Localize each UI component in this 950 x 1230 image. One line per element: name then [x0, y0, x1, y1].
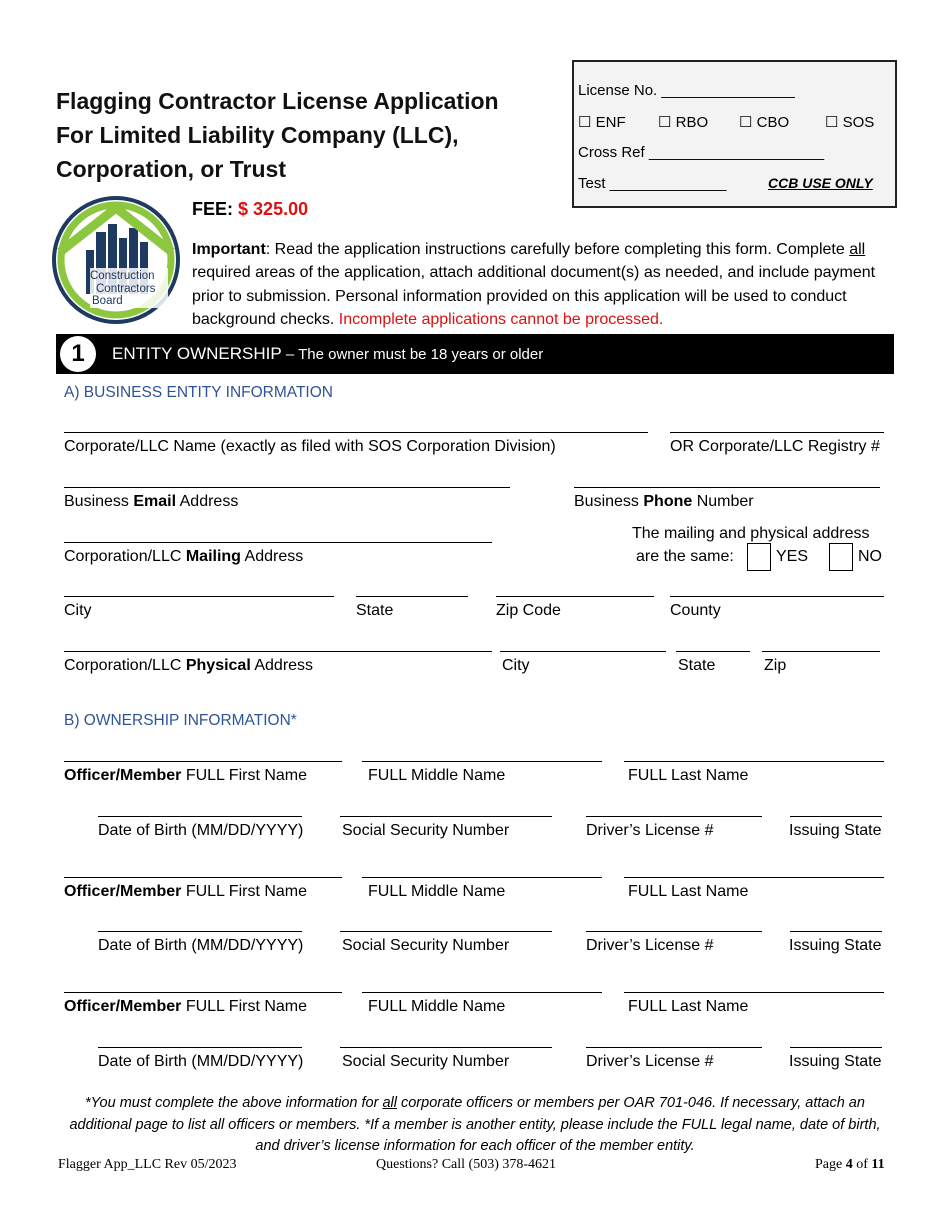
important-all: all	[849, 241, 866, 258]
footer-page-number	[815, 1157, 885, 1173]
officer-1-last-name-label: FULL Last Name	[628, 767, 749, 784]
officer-2-first-name-input[interactable]	[64, 877, 342, 878]
email-label-bold: Email	[133, 493, 177, 510]
officer-3-last-name-label: FULL Last Name	[628, 998, 749, 1015]
officer-2-dob-input[interactable]	[98, 931, 302, 932]
cross-ref-field[interactable]: Cross Ref _____________________	[578, 144, 825, 161]
section-header	[56, 334, 894, 374]
phone-label-pre: Business	[574, 493, 644, 510]
logo-text	[90, 270, 155, 308]
first-name-text: FULL First Name	[181, 767, 308, 784]
test-field[interactable]: Test ______________	[578, 175, 727, 192]
officer-3-issuing-state-input[interactable]	[790, 1047, 882, 1048]
officer-1-middle-name-label: FULL Middle Name	[368, 767, 506, 784]
state-label: State	[356, 602, 394, 619]
footnote-text-1: *You must complete the above information for	[85, 1095, 383, 1111]
section-subtitle: – The owner must be 18 years or older	[281, 346, 544, 363]
page-total: 11	[871, 1157, 885, 1172]
officer-1-issuing-state-label: Issuing State	[789, 822, 882, 839]
officer-bold: Officer/Member	[64, 883, 182, 900]
option-enf[interactable]: ☐ ENF	[578, 114, 626, 131]
corporate-name-input[interactable]	[64, 432, 648, 433]
officer-bold: Officer/Member	[64, 998, 182, 1015]
business-email-input[interactable]	[64, 487, 510, 488]
officer-1-ssn-label: Social Security Number	[342, 822, 510, 839]
officer-2-issuing-state-label: Issuing State	[789, 937, 882, 954]
email-label-post: Address	[176, 493, 239, 510]
option-cbo[interactable]: ☐ CBO	[739, 114, 790, 131]
form-title	[56, 84, 499, 186]
physical-city-label: City	[502, 657, 530, 674]
ccb-logo	[50, 194, 182, 324]
officer-1-middle-name-input[interactable]	[362, 761, 602, 762]
first-name-text: FULL First Name	[181, 883, 308, 900]
registry-number-label: OR Corporate/LLC Registry #	[670, 438, 880, 455]
important-text-1: : Read the application instructions carefully before completing this form. Complete	[265, 241, 850, 258]
zip-code-input[interactable]	[496, 596, 654, 597]
officer-3-last-name-input[interactable]	[624, 992, 884, 993]
fee-amount: $ 325.00	[238, 199, 309, 219]
logo-text-line-3: Board	[92, 295, 123, 307]
footnote-text-2: corporate officers or members per OAR 701-046. If necessary, attach an additional page to list all officers or members. *If a member is another entity, please include the FULL legal name, date of birth, and driver’s license information for each officer of the member entity.	[69, 1095, 881, 1154]
phone-label-post: Number	[692, 493, 754, 510]
officer-2-issuing-state-input[interactable]	[790, 931, 882, 932]
same-address-question: The mailing and physical address	[632, 525, 870, 542]
fee	[192, 199, 308, 220]
officer-2-dl-label: Driver’s License #	[586, 937, 714, 954]
county-label: County	[670, 602, 721, 619]
corporate-name-label: Corporate/LLC Name (exactly as filed with SOS Corporation Division)	[64, 438, 556, 455]
officer-2-last-name-input[interactable]	[624, 877, 884, 878]
physical-state-input[interactable]	[676, 651, 750, 652]
page-of: of	[852, 1157, 872, 1172]
officer-3-dl-input[interactable]	[586, 1047, 762, 1048]
section-number: 1	[60, 336, 96, 372]
officer-3-dob-label: Date of Birth (MM/DD/YYYY)	[98, 1053, 304, 1070]
first-name-text: FULL First Name	[181, 998, 308, 1015]
mailing-address-input[interactable]	[64, 542, 492, 543]
same-address-question-2: are the same:	[636, 548, 734, 565]
officer-1-issuing-state-input[interactable]	[790, 816, 882, 817]
page-current: 4	[845, 1157, 853, 1172]
title-line-2: For Limited Liability Company (LLC),	[56, 122, 459, 148]
important-text-2: required areas of the application, attach additional document(s) as needed, and include payment prior to submission. Personal information provided on this application will be used to conduct background checks.	[192, 264, 876, 328]
officer-1-dl-label: Driver’s License #	[586, 822, 714, 839]
fee-label: FEE:	[192, 199, 234, 219]
important-lead: Important	[192, 241, 266, 258]
title-line-1: Flagging Contractor License Application	[56, 88, 499, 114]
option-sos[interactable]: ☐ SOS	[825, 114, 875, 131]
city-input[interactable]	[64, 596, 334, 597]
section-title-text: ENTITY OWNERSHIP	[112, 344, 282, 363]
important-notice	[192, 238, 892, 331]
officer-3-ssn-input[interactable]	[340, 1047, 552, 1048]
option-rbo[interactable]: ☐ RBO	[658, 114, 709, 131]
logo-text-line-2: Contractors	[96, 282, 156, 295]
physical-label-post: Address	[250, 657, 314, 674]
important-warning: Incomplete applications cannot be processed.	[338, 310, 664, 328]
officer-3-middle-name-input[interactable]	[362, 992, 602, 993]
footnote-all: all	[382, 1095, 397, 1111]
officer-2-last-name-label: FULL Last Name	[628, 883, 749, 900]
physical-city-input[interactable]	[500, 651, 666, 652]
officer-bold: Officer/Member	[64, 767, 182, 784]
officer-3-dob-input[interactable]	[98, 1047, 302, 1048]
city-label: City	[64, 602, 92, 619]
officer-3-ssn-label: Social Security Number	[342, 1053, 510, 1070]
same-address-no-checkbox[interactable]	[829, 543, 853, 571]
officer-1-dob-input[interactable]	[98, 816, 302, 817]
mailing-label-pre: Corporation/LLC	[64, 548, 186, 565]
physical-address-label	[64, 657, 313, 675]
officer-3-issuing-state-label: Issuing State	[789, 1053, 882, 1070]
officer-3-first-name-label	[64, 998, 307, 1016]
business-phone-label	[574, 493, 754, 511]
officer-2-ssn-input[interactable]	[340, 931, 552, 932]
same-address-no-label: NO	[858, 548, 882, 565]
section-title	[112, 344, 543, 364]
officer-3-first-name-input[interactable]	[64, 992, 342, 993]
physical-state-label: State	[678, 657, 716, 674]
officer-1-first-name-label	[64, 767, 307, 785]
officer-3-dl-label: Driver’s License #	[586, 1053, 714, 1070]
physical-zip-input[interactable]	[762, 651, 880, 652]
title-line-3: Corporation, or Trust	[56, 156, 286, 182]
officer-1-last-name-input[interactable]	[624, 761, 884, 762]
same-address-yes-checkbox[interactable]	[747, 543, 771, 571]
county-input[interactable]	[670, 596, 884, 597]
ownership-heading: B) OWNERSHIP INFORMATION*	[64, 712, 297, 729]
state-input[interactable]	[356, 596, 468, 597]
email-label-pre: Business	[64, 493, 134, 510]
officer-3-middle-name-label: FULL Middle Name	[368, 998, 506, 1015]
officer-1-dl-input[interactable]	[586, 816, 762, 817]
page-pre: Page	[815, 1157, 846, 1172]
ccb-use-only-label: CCB USE ONLY	[768, 175, 873, 191]
business-entity-heading: A) BUSINESS ENTITY INFORMATION	[64, 384, 333, 401]
license-no-field[interactable]: License No. ________________	[578, 82, 795, 99]
officer-2-ssn-label: Social Security Number	[342, 937, 510, 954]
logo-text-line-1: Construction	[90, 270, 155, 282]
ownership-footnote	[60, 1093, 890, 1158]
zip-code-label: Zip Code	[496, 602, 561, 619]
officer-2-middle-name-label: FULL Middle Name	[368, 883, 506, 900]
footer-form-id: Flagger App_LLC Rev 05/2023	[58, 1157, 237, 1172]
footer-contact: Questions? Call (503) 378-4621	[376, 1157, 557, 1172]
mailing-label-bold: Mailing	[185, 548, 241, 565]
ccb-use-only-box	[572, 60, 897, 208]
officer-2-middle-name-input[interactable]	[362, 877, 602, 878]
business-email-label	[64, 493, 238, 511]
officer-1-dob-label: Date of Birth (MM/DD/YYYY)	[98, 822, 304, 839]
registry-number-input[interactable]	[670, 432, 884, 433]
officer-1-ssn-input[interactable]	[340, 816, 552, 817]
officer-2-dl-input[interactable]	[586, 931, 762, 932]
mailing-label-post: Address	[240, 548, 304, 565]
phone-label-bold: Phone	[643, 493, 693, 510]
business-phone-input[interactable]	[574, 487, 880, 488]
mailing-address-label	[64, 548, 303, 566]
officer-2-first-name-label	[64, 883, 307, 901]
same-address-yes-label: YES	[776, 548, 809, 565]
officer-2-dob-label: Date of Birth (MM/DD/YYYY)	[98, 937, 304, 954]
officer-1-first-name-input[interactable]	[64, 761, 342, 762]
physical-address-input[interactable]	[64, 651, 492, 652]
physical-zip-label: Zip	[764, 657, 787, 674]
physical-label-bold: Physical	[185, 657, 251, 674]
physical-label-pre: Corporation/LLC	[64, 657, 186, 674]
